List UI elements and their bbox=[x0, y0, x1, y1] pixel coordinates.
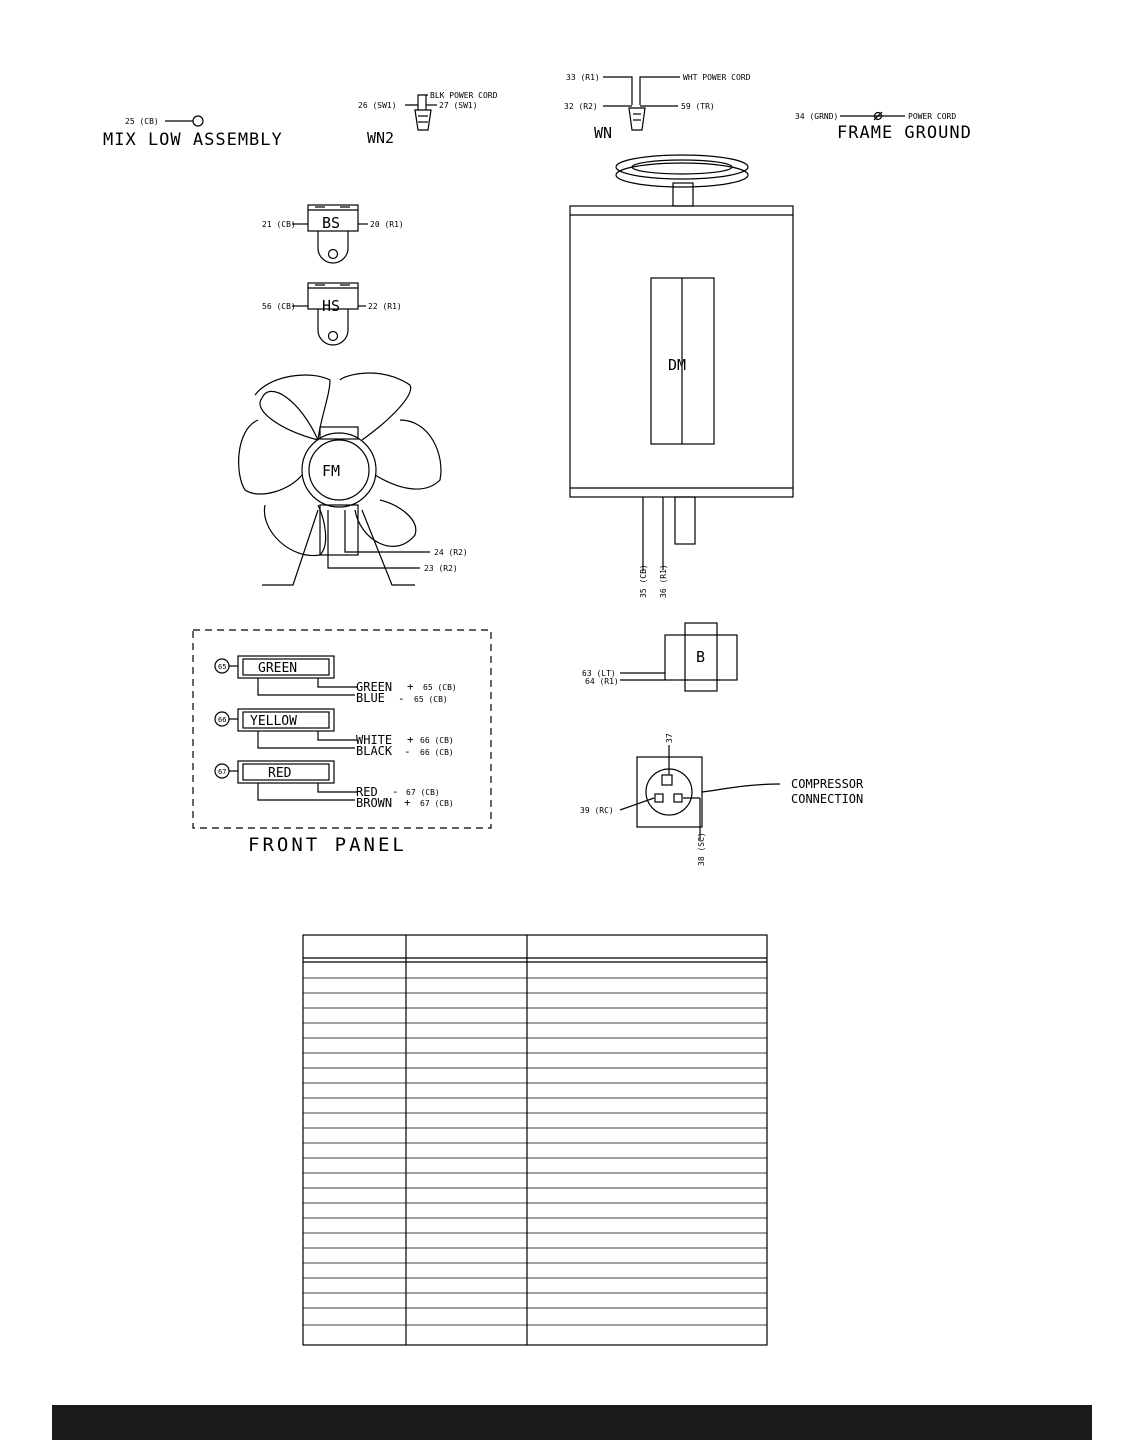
wn-bottom-right-wire: 59 (TR) bbox=[681, 102, 715, 111]
light-num-a: 67 (CB) bbox=[406, 788, 440, 797]
dm-wire-right: 36 (R1) bbox=[659, 564, 668, 598]
wire-nut-wn2 bbox=[405, 95, 437, 130]
light-number: 65 bbox=[218, 663, 227, 671]
light-wire-b: BROWN bbox=[356, 796, 393, 810]
light-wire-b: BLUE bbox=[356, 691, 385, 705]
dm-wire-left: 35 (CB) bbox=[639, 564, 648, 598]
light-sign-b: - bbox=[404, 745, 411, 758]
compressor-bottom-wire: 38 (SC) bbox=[697, 832, 706, 866]
ballast-wire-lower: 64 (R1) bbox=[585, 677, 619, 686]
mix-low-assembly bbox=[165, 116, 203, 126]
light-wire-a: RED bbox=[356, 785, 378, 799]
frame-ground bbox=[840, 112, 905, 120]
light-name: YELLOW bbox=[250, 714, 297, 729]
ballast-label: B bbox=[696, 648, 706, 666]
bs-right-wire: 20 (R1) bbox=[370, 220, 404, 229]
fm-wire-upper: 24 (R2) bbox=[434, 548, 468, 557]
light-sign-a: + bbox=[407, 680, 414, 693]
light-num-b: 65 (CB) bbox=[414, 695, 448, 704]
light-sign-b: - bbox=[398, 692, 405, 705]
wn2-left-wire: 26 (SW1) bbox=[358, 101, 397, 110]
wn2-top-wire: BLK POWER CORD bbox=[430, 91, 498, 100]
hs-right-wire: 22 (R1) bbox=[368, 302, 402, 311]
frame-ground-title: FRAME GROUND bbox=[837, 123, 972, 143]
frame-ground-right-wire: POWER CORD bbox=[908, 112, 957, 121]
light-wire-a: GREEN bbox=[356, 680, 393, 694]
light-wire-a: WHITE bbox=[356, 733, 393, 747]
compressor-top-wire: 37 bbox=[665, 733, 674, 743]
bs-label: BS bbox=[322, 214, 341, 232]
ballast-wire-upper: 63 (LT) bbox=[582, 669, 616, 678]
compressor-terminal bbox=[620, 745, 780, 840]
ballast bbox=[620, 623, 737, 691]
light-number: 66 bbox=[218, 716, 227, 724]
wn-top-left-wire: 33 (R1) bbox=[566, 73, 600, 82]
compressor-callout-line1: COMPRESSOR bbox=[791, 777, 864, 791]
light-sign-b: + bbox=[404, 796, 411, 809]
compressor-left-wire: 39 (RC) bbox=[580, 806, 614, 815]
light-num-a: 65 (CB) bbox=[423, 683, 457, 692]
fm-wire-lower: 23 (R2) bbox=[424, 564, 458, 573]
light-num-b: 66 (CB) bbox=[420, 748, 454, 757]
fm-label: FM bbox=[322, 462, 341, 480]
light-sign-a: - bbox=[392, 785, 399, 798]
hs-left-wire: 56 (CB) bbox=[262, 302, 296, 311]
footer-bar bbox=[52, 1405, 1092, 1440]
mix-low-title: MIX LOW ASSEMBLY bbox=[103, 130, 283, 150]
mix-low-wire: 25 (CB) bbox=[125, 117, 159, 126]
light-num-a: 66 (CB) bbox=[420, 736, 454, 745]
light-wire-b: BLACK bbox=[356, 744, 393, 758]
wn-top-right-wire: WHT POWER CORD bbox=[683, 73, 751, 82]
bs-left-wire: 21 (CB) bbox=[262, 220, 296, 229]
wire-nut-wn bbox=[603, 77, 680, 130]
hs-label: HS bbox=[322, 297, 341, 315]
light-sign-a: + bbox=[407, 733, 414, 746]
wn2-title: WN2 bbox=[367, 129, 395, 147]
wn2-right-wire: 27 (SW1) bbox=[439, 101, 478, 110]
light-number: 67 bbox=[218, 768, 227, 776]
light-num-b: 67 (CB) bbox=[420, 799, 454, 808]
dm-label: DM bbox=[668, 356, 687, 374]
compressor-callout-line2: CONNECTION bbox=[791, 792, 864, 806]
wire-table bbox=[303, 935, 767, 1345]
wn-title: WN bbox=[594, 124, 613, 142]
front-panel-title: FRONT PANEL bbox=[248, 834, 407, 856]
wn-bottom-left-wire: 32 (R2) bbox=[564, 102, 598, 111]
light-name: RED bbox=[268, 766, 292, 781]
light-name: GREEN bbox=[258, 661, 298, 676]
frame-ground-left-wire: 34 (GRND) bbox=[795, 112, 839, 121]
